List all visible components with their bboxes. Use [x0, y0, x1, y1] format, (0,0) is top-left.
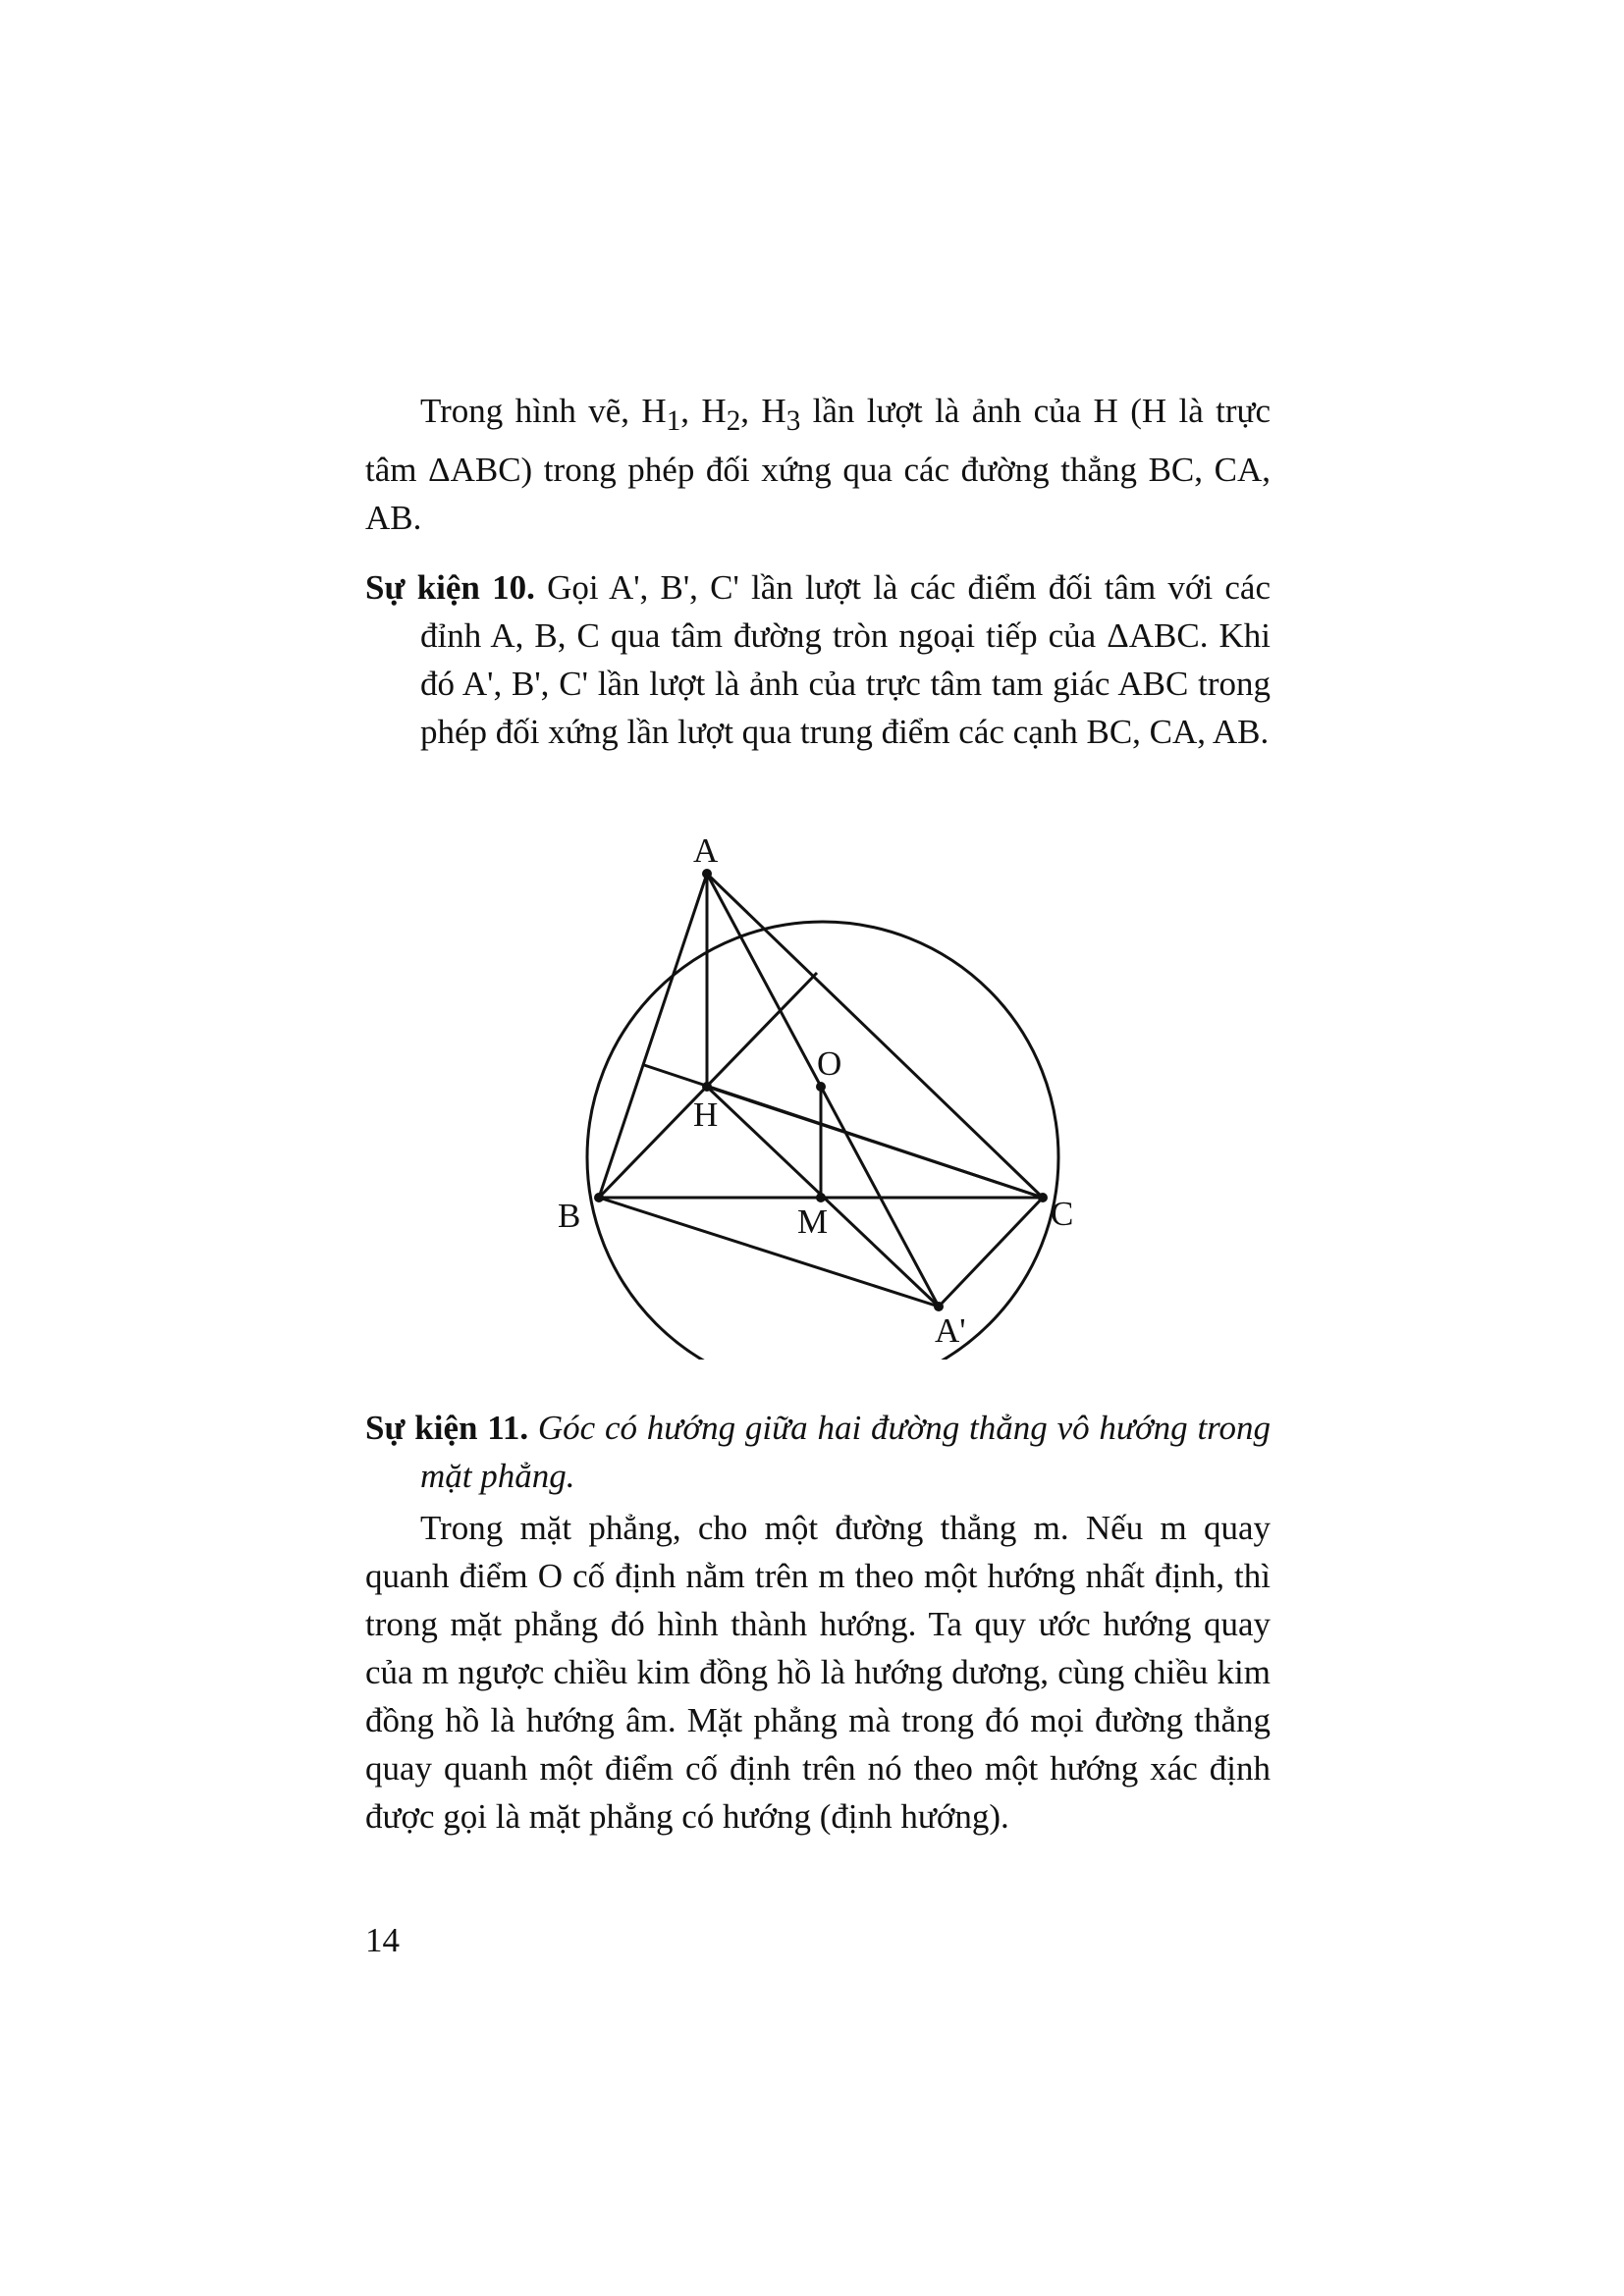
point-a — [702, 869, 712, 879]
event-11-text: Góc có hướng giữa hai đường thẳng vô hướng trong mặt phẳng. — [420, 1409, 1272, 1495]
side-ab — [599, 874, 707, 1198]
label-a-prime: A' — [935, 1311, 966, 1350]
label-c: C — [1051, 1195, 1074, 1233]
label-b: B — [558, 1197, 581, 1235]
event-10 — [365, 563, 1271, 756]
event-11-label: Sự kiện 11. — [365, 1409, 529, 1447]
point-b — [594, 1193, 604, 1202]
label-a: A — [693, 831, 719, 870]
point-h — [702, 1082, 712, 1092]
point-o — [816, 1082, 826, 1092]
line-c-a-prime — [939, 1198, 1043, 1307]
geometry-figure — [530, 829, 1080, 1360]
oriented-plane-paragraph — [365, 1504, 1271, 1841]
point-a-prime — [934, 1302, 944, 1311]
intro-text: Trong hình vẽ, $H_1$, $H_2$, $H_3$ lần lượt là ảnh của H (H là trực tâm ΔABC) trong phép đối xứng qua các đường thẳng BC, CA, AB. — [365, 392, 1272, 537]
event-10-text: Gọi A', B', C' lần lượt là các điểm đối tâm với các đỉnh A, B, C qua tâm đường tròn ngoại tiếp của ΔABC. Khi đó A', B', C' lần lượt là ảnh của trực tâm tam giác ABC trong phép đối xứng lần lượt qua trung điểm các cạnh BC, CA, AB. — [420, 568, 1272, 751]
oriented-plane-text: Trong mặt phẳng, cho một đường thẳng m. Nếu m quay quanh điểm O cố định nằm trên m theo một hướng nhất định, thì trong mặt phẳng đó hình thành hướng. Ta quy ước hướng quay của m ngược chiều kim đồng hồ là hướng dương, cùng chiều kim đồng hồ là hướng âm. Mặt phẳng mà trong đó mọi đường thẳng quay quanh một điểm cố định trên nó theo một hướng xác định được gọi là mặt phẳng có hướng (định hướng). — [365, 1509, 1271, 1836]
label-o: O — [817, 1044, 842, 1083]
event-11 — [365, 1404, 1271, 1500]
page-number: 14 — [365, 1921, 400, 1959]
line-h-c — [707, 1087, 1043, 1198]
intro-paragraph — [365, 387, 1271, 542]
label-h: H — [693, 1095, 719, 1134]
point-c — [1038, 1193, 1048, 1202]
event-10-label: Sự kiện 10. — [365, 568, 535, 607]
label-m: M — [797, 1202, 829, 1241]
point-m — [816, 1193, 826, 1202]
